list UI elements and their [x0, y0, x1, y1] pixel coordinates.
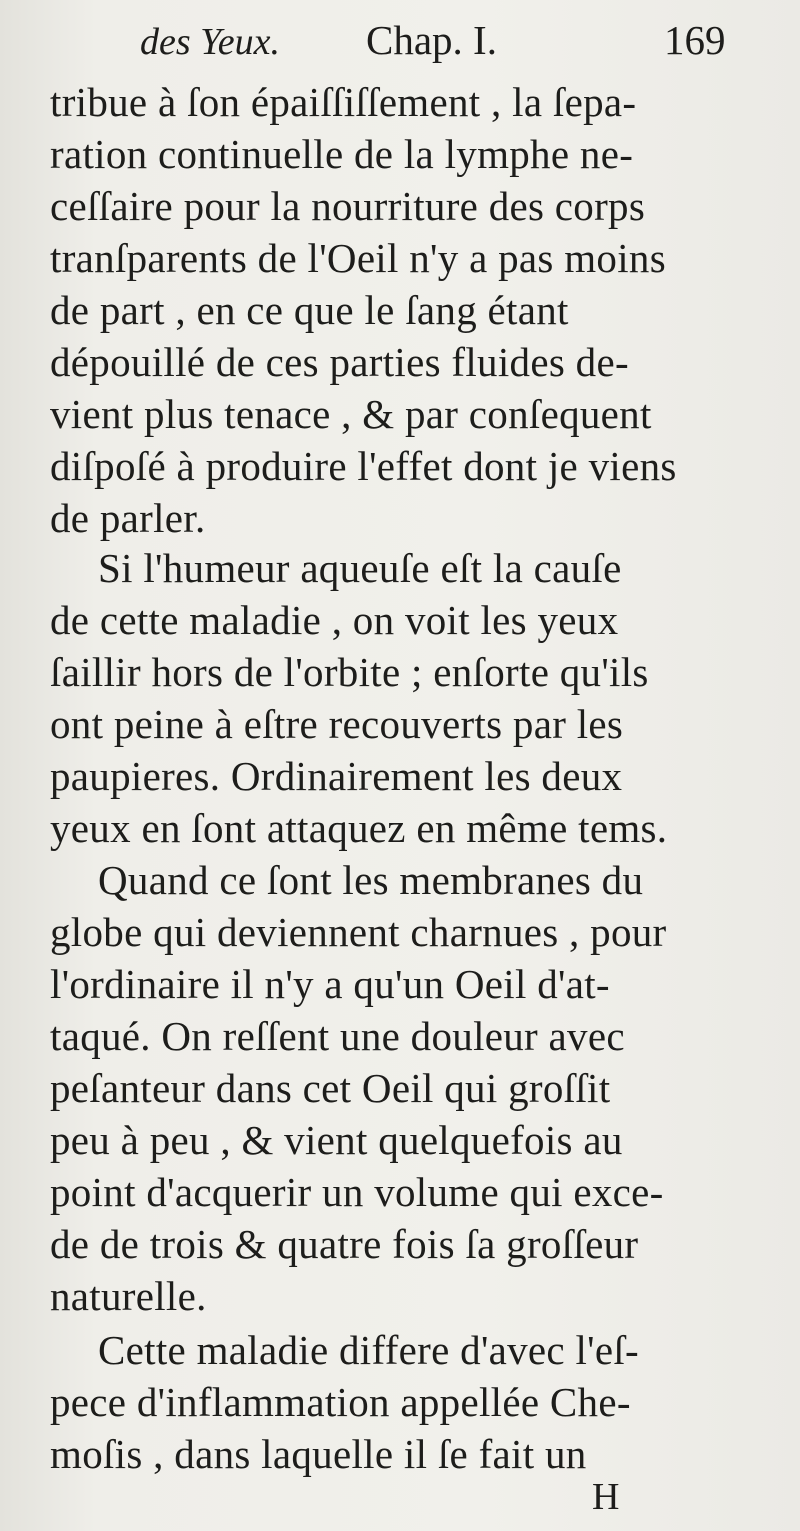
text-line: tranſparents de l'Oeil n'y a pas moins — [50, 235, 666, 281]
text-line: ont peine à eſtre recouverts par les — [50, 701, 624, 747]
text-line: de parler. — [50, 495, 206, 541]
text-line: paupieres. Ordinairement les deux — [50, 753, 623, 799]
text-line: ration continuelle de la lymphe ne- — [50, 131, 634, 177]
text-line: diſpoſé à produire l'effet dont je viens — [50, 443, 677, 489]
signature-mark: H — [592, 1476, 620, 1518]
text-line: naturelle. — [50, 1273, 207, 1319]
text-line: yeux en ſont attaquez en même tems. — [50, 805, 668, 851]
text-line: ſaillir hors de l'orbite ; enſorte qu'ils — [50, 649, 649, 695]
text-line: point d'acquerir un volume qui exce- — [50, 1169, 664, 1215]
text-line: globe qui deviennent charnues , pour — [50, 909, 667, 955]
text-line: tribue à ſon épaiſſiſſement , la ſepa- — [50, 79, 637, 125]
paragraph-start-line: Cette maladie differe d'avec l'eſ- — [98, 1327, 639, 1373]
text-line: vient plus tenace , & par conſequent — [50, 391, 652, 437]
text-line: taqué. On reſſent une douleur avec — [50, 1013, 625, 1059]
text-line: de part , en ce que le ſang étant — [50, 287, 569, 333]
page-number: 169 — [664, 17, 726, 63]
text-line: peu à peu , & vient quelquefois au — [50, 1117, 623, 1163]
paragraph-start-line: Si l'humeur aqueuſe eſt la cauſe — [98, 545, 622, 591]
text-line: pece d'inflammation appellée Che- — [50, 1379, 631, 1425]
text-line: l'ordinaire il n'y a qu'un Oeil d'at- — [50, 961, 610, 1007]
text-line: de de trois & quatre fois ſa groſſeur — [50, 1221, 639, 1267]
chapter-label: Chap. I. — [366, 17, 497, 63]
running-title: des Yeux. — [140, 21, 281, 63]
text-line: peſanteur dans cet Oeil qui groſſit — [50, 1065, 611, 1111]
text-line: de cette maladie , on voit les yeux — [50, 597, 619, 643]
text-line: dépouillé de ces parties fluides de- — [50, 339, 629, 385]
text-line: moſis , dans laquelle il ſe fait un — [50, 1431, 587, 1477]
paragraph-start-line: Quand ce ſont les membranes du — [98, 857, 644, 903]
text-line: ceſſaire pour la nourriture des corps — [50, 183, 646, 229]
